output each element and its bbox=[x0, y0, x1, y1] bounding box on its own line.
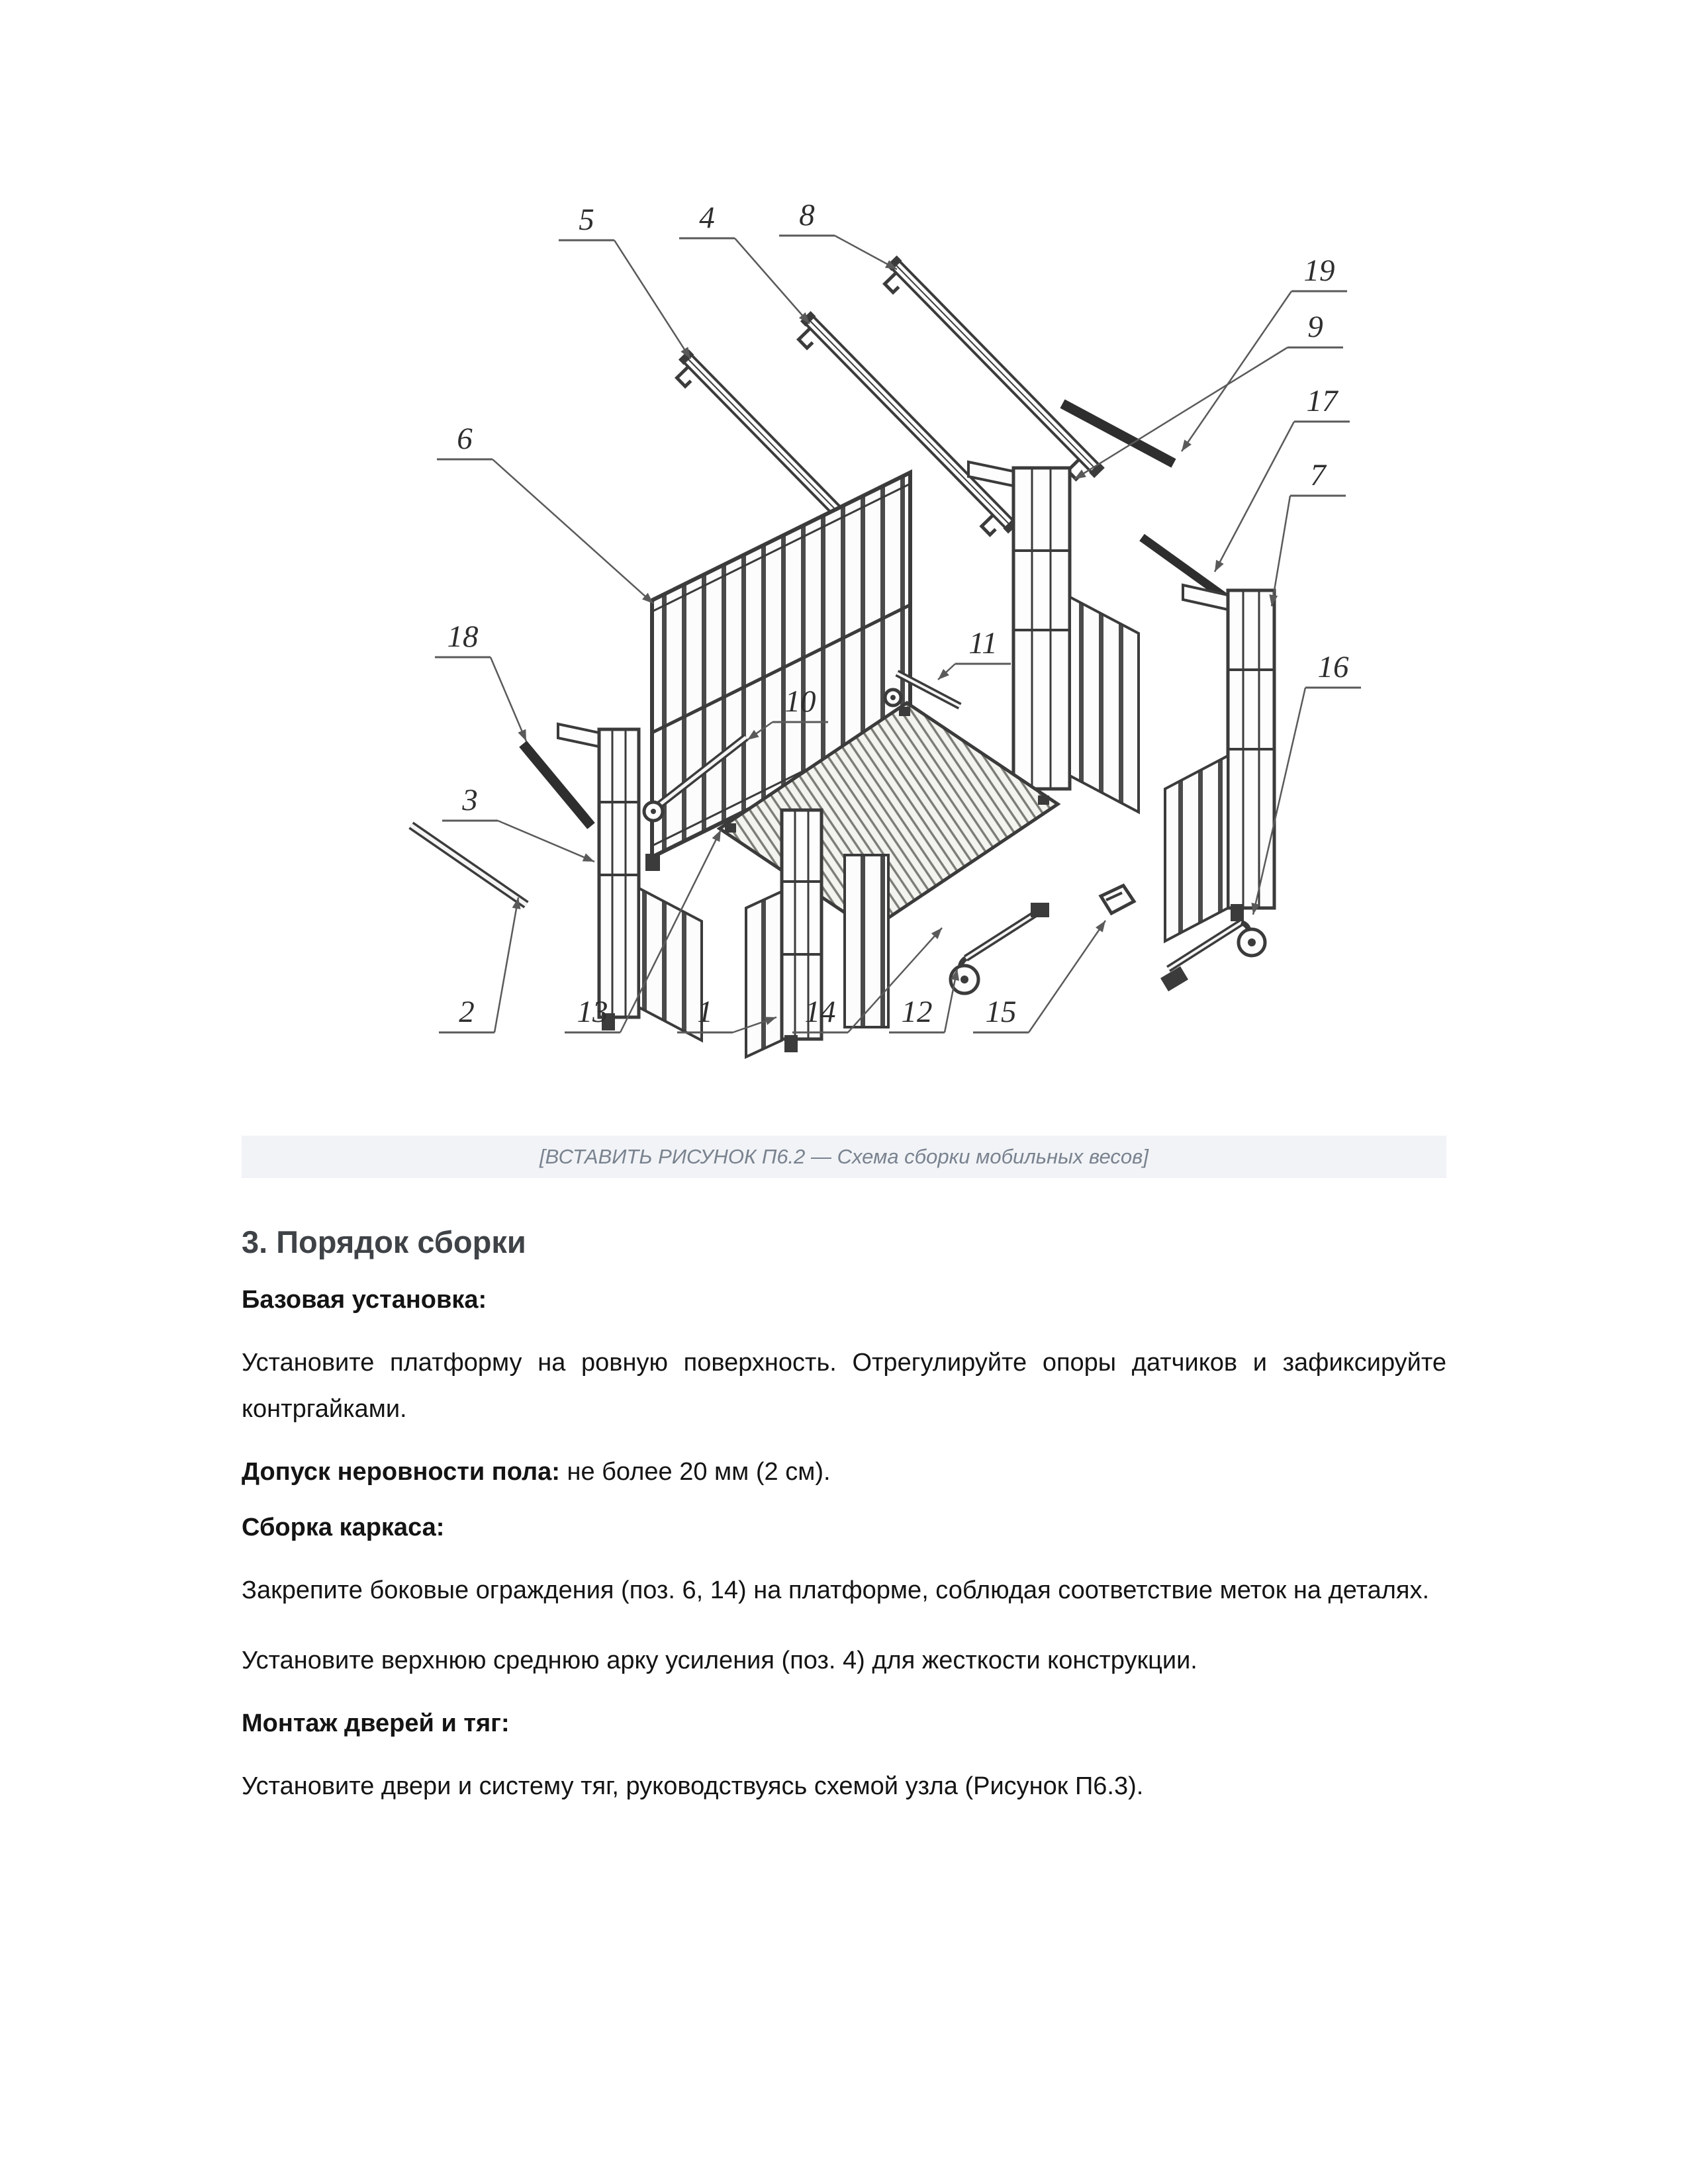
part-number-18: 18 bbox=[447, 619, 479, 654]
body-paragraph: Закрепите боковые ограждения (поз. 6, 14) на платформе, соблюдая соответствие меток на деталях. bbox=[242, 1576, 1430, 1604]
part-number-10: 10 bbox=[784, 684, 816, 719]
part-label-8 bbox=[779, 198, 897, 269]
subheading: Монтаж дверей и тяг: bbox=[242, 1709, 510, 1737]
body-paragraph: Установите платформу на ровную поверхность. Отрегулируйте опоры датчиков и зафиксируйте контргайками. bbox=[242, 1349, 1446, 1423]
part-rod-18 bbox=[523, 744, 591, 826]
figure-block bbox=[242, 167, 1446, 1178]
part-rod-2 bbox=[411, 825, 526, 905]
part-number-13: 13 bbox=[577, 995, 608, 1029]
body-paragraph: Установите верхнюю среднюю арку усиления (поз. 4) для жесткости конструкции. bbox=[242, 1647, 1197, 1674]
part-number-4: 4 bbox=[699, 201, 715, 235]
subheading: Базовая установка: bbox=[242, 1286, 487, 1314]
body-paragraph: Допуск неровности пола: не более 20 мм (2 см). bbox=[242, 1458, 831, 1486]
part-label-11 bbox=[938, 626, 1011, 680]
part-number-7: 7 bbox=[1310, 458, 1326, 492]
part-label-12 bbox=[889, 969, 959, 1032]
part-label-4 bbox=[679, 201, 810, 324]
page-content bbox=[0, 167, 1688, 1809]
part-label-6 bbox=[437, 422, 653, 604]
part-label-5 bbox=[559, 203, 690, 359]
part-number-3: 3 bbox=[462, 783, 478, 817]
part-number-15: 15 bbox=[985, 995, 1017, 1029]
part-number-19: 19 bbox=[1303, 253, 1335, 288]
part-number-14: 14 bbox=[804, 995, 836, 1029]
part-label-18 bbox=[435, 619, 526, 741]
subheading: Сборка каркаса: bbox=[242, 1514, 445, 1541]
part-number-2: 2 bbox=[459, 995, 475, 1029]
section-heading: 3. Порядок сборки bbox=[242, 1224, 526, 1259]
part-bracket-15 bbox=[1101, 886, 1134, 913]
figure-caption: [ВСТАВИТЬ РИСУНОК П6.2 — Схема сборки мобильных весов] bbox=[242, 1136, 1446, 1178]
assembly-exploded-diagram bbox=[242, 167, 1446, 1087]
part-label-7 bbox=[1269, 458, 1346, 606]
part-number-16: 16 bbox=[1317, 650, 1349, 684]
part-door-frame-7 bbox=[1165, 585, 1274, 941]
part-number-8: 8 bbox=[799, 198, 815, 232]
section-body bbox=[242, 1284, 1446, 1809]
part-top-rail-8 bbox=[876, 255, 1105, 488]
part-number-17: 17 bbox=[1306, 384, 1338, 418]
part-caster-assembly-12 bbox=[951, 903, 1049, 993]
body-paragraph: Установите двери и систему тяг, руководствуясь схемой узла (Рисунок П6.3). bbox=[242, 1772, 1144, 1800]
part-number-9: 9 bbox=[1307, 310, 1323, 344]
part-number-6: 6 bbox=[457, 422, 473, 456]
part-label-2 bbox=[439, 897, 520, 1032]
part-number-5: 5 bbox=[579, 203, 594, 237]
part-number-1: 1 bbox=[697, 995, 713, 1029]
part-label-9 bbox=[1074, 310, 1343, 479]
part-number-12: 12 bbox=[901, 995, 933, 1029]
part-number-11: 11 bbox=[968, 626, 998, 660]
